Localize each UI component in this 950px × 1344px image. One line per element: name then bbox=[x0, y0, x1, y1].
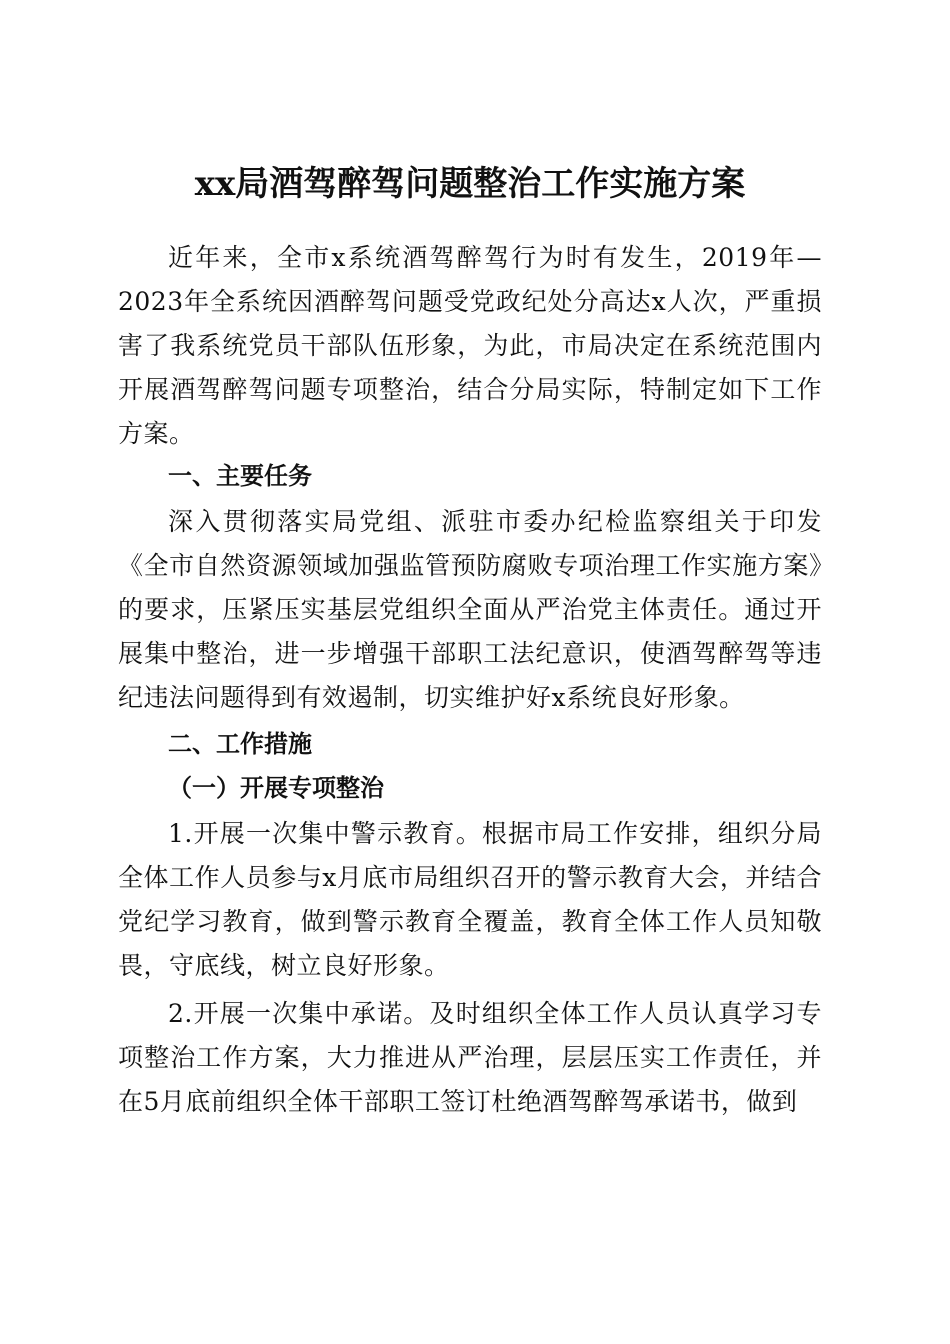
subsection-heading-special-rectification: （一）开展专项整治 bbox=[168, 773, 384, 802]
measure-item-2: 2.开展一次集中承诺。及时组织全体工作人员认真学习专项整治工作方案，大力推进从严治理，层层压实工作责任，并在5月底前组织全体干部职工签订杜绝酒驾醉驾承诺书，做到 bbox=[118, 999, 822, 1116]
section-heading-work-measures: 二、工作措施 bbox=[168, 730, 312, 758]
section-heading-main-tasks: 一、主要任务 bbox=[168, 462, 312, 490]
intro-paragraph: 近年来，全市x系统酒驾醉驾行为时有发生，2019年—2023年全系统因酒醉驾问题受党政纪处分高达x人次，严重损害了我系统党员干部队伍形象，为此，市局决定在系统范围内开展酒驾醉驾问题专项整治，结合分局实际，特制定如下工作方案。 bbox=[118, 243, 822, 448]
main-tasks-paragraph: 深入贯彻落实局党组、派驻市委办纪检监察组关于印发《全市自然资源领域加强监管预防腐败专项治理工作实施方案》的要求，压紧压实基层党组织全面从严治党主体责任。通过开展集中整治，进一步增强干部职工法纪意识，使酒驾醉驾等违纪违法问题得到有效遏制，切实维护好x系统良好形象。 bbox=[118, 507, 822, 712]
document-title: xx局酒驾醉驾问题整治工作实施方案 bbox=[194, 163, 746, 204]
measure-item-1: 1.开展一次集中警示教育。根据市局工作安排，组织分局全体工作人员参与x月底市局组织召开的警示教育大会，并结合党纪学习教育，做到警示教育全覆盖，教育全体工作人员知敬畏，守底线，树立良好形象。 bbox=[118, 819, 822, 980]
